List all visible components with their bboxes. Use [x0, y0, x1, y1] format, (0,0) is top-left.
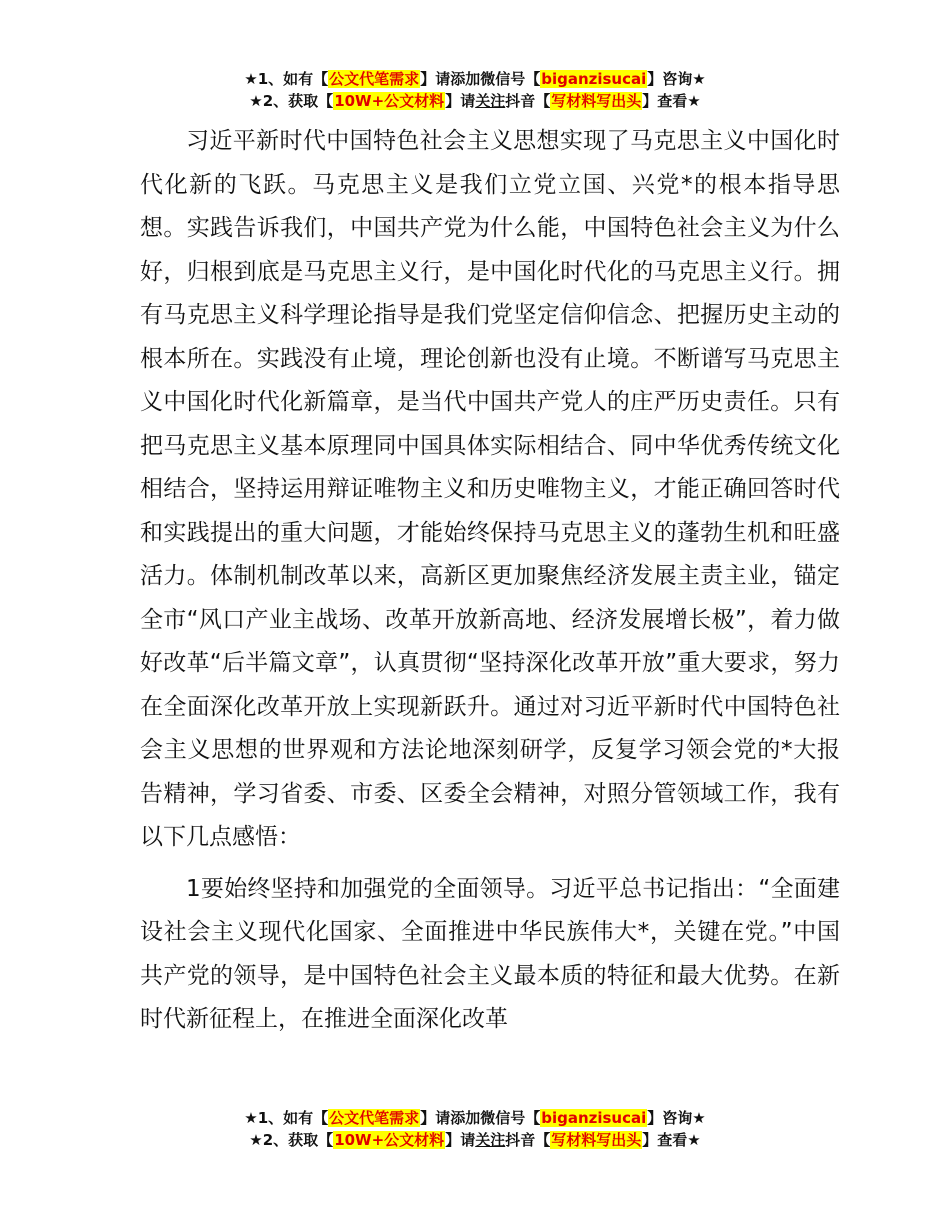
promo-text: ★1、如有【 [244, 1109, 329, 1127]
promo-highlight: 公文代笔需求 [329, 70, 420, 88]
footer-promo-banner [0, 1107, 950, 1151]
promo-highlight: 10W+公文材料 [334, 1131, 445, 1149]
promo-text: 】查看★ [642, 1131, 701, 1149]
header-promo-banner [0, 68, 950, 112]
promo-text: 】请添加微信号【 [420, 70, 541, 88]
promo-text: ★1、如有【 [244, 70, 329, 88]
promo-text: 】查看★ [642, 92, 701, 110]
promo-wechat-id: biganzisucai [541, 1109, 647, 1127]
promo-text: ★2、获取【 [249, 1131, 334, 1149]
promo-text: 】请 [445, 92, 476, 110]
promo-line-2 [0, 90, 950, 112]
promo-line-1 [0, 68, 950, 90]
promo-text: 】请 [445, 1131, 476, 1149]
promo-underline: 关注 [475, 92, 506, 110]
promo-text: ★2、获取【 [249, 92, 334, 110]
promo-text: 抖音【 [505, 92, 551, 110]
promo-line-2 [0, 1129, 950, 1151]
body-paragraph-1: 习近平新时代中国特色社会主义思想实现了马克思主义中国化时代化新的飞跃。马克思主义是我们立党立国、兴党*的根本指导思想。实践告诉我们，中国共产党为什么能，中国特色社会主义为什么好，归根到底是马克思主义行，是中国化时代化的马克思主义行。拥有马克思主义科学理论指导是我们党坚定信仰信念、把握历史主动的根本所在。实践没有止境，理论创新也没有止境。不断谱写马克思主义中国化时代化新篇章，是当代中国共产党人的庄严历史责任。只有把马克思主义基本原理同中国具体实际相结合、同中华优秀传统文化相结合，坚持运用辩证唯物主义和历史唯物主义，才能正确回答时代和实践提出的重大问题，才能始终保持马克思主义的蓬勃生机和旺盛活力。体制机制改革以来，高新区更加聚焦经济发展主责主业，锚定全市“风口产业主战场、改革开放新高地、经济发展增长极”，着力做好改革“后半篇文章”，认真贯彻“坚持深化改革开放”重大要求，努力在全面深化改革开放上实现新跃升。通过对习近平新时代中国特色社会主义思想的世界观和方法论地深刻研学，反复学习领会党的*大报告精神，学习省委、市委、区委全会精神，对照分管领域工作，我有以下几点感悟： [140, 128, 840, 850]
promo-account: 写材料写出头 [551, 92, 642, 110]
body-paragraph-2: 1要始终坚持和加强党的全面领导。习近平总书记指出：“全面建设社会主义现代化国家、全面推进中华民族伟大*，关键在党。”中国共产党的领导，是中国特色社会主义最本质的特征和最大优势。在新时代新征程上，在推进全面深化改革 [140, 875, 840, 1032]
promo-underline: 关注 [475, 1131, 506, 1149]
promo-account: 写材料写出头 [551, 1131, 642, 1149]
promo-text: 】请添加微信号【 [420, 1109, 541, 1127]
promo-line-1 [0, 1107, 950, 1129]
promo-text: 】咨询★ [647, 70, 706, 88]
promo-text: 】咨询★ [647, 1109, 706, 1127]
document-body [140, 120, 840, 1042]
promo-highlight: 公文代笔需求 [329, 1109, 420, 1127]
promo-text: 抖音【 [505, 1131, 551, 1149]
promo-highlight: 10W+公文材料 [334, 92, 445, 110]
promo-wechat-id: biganzisucai [541, 70, 647, 88]
